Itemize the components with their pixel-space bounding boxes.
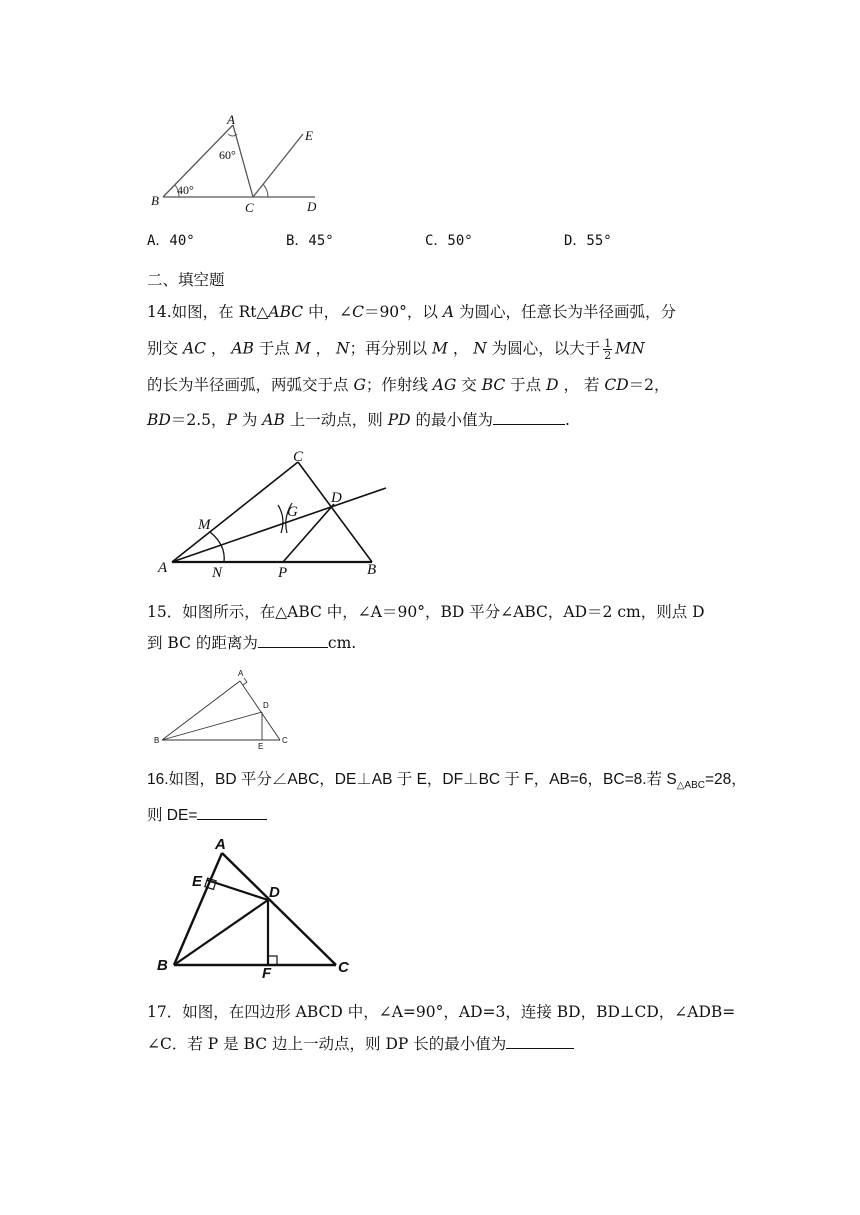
figure-bisector-distance bbox=[150, 665, 300, 750]
option-d[interactable]: D．55° bbox=[564, 233, 612, 249]
q14-line-3: 的长为半径画弧，两弧交于点 G；作射线 AG 交 BC 于点 D ， 若 CD＝2， bbox=[147, 376, 670, 394]
q14-line-4: BD＝2.5，P 为 AB 上一动点，则 PD 的最小值为 . bbox=[147, 411, 570, 429]
answer-blank-14[interactable] bbox=[493, 410, 565, 425]
label-N: N bbox=[212, 565, 223, 581]
figure-angle-bisector bbox=[150, 445, 395, 580]
label-B: B bbox=[367, 562, 377, 578]
label-B: B bbox=[154, 736, 160, 745]
label-C: C bbox=[282, 736, 288, 745]
label-D: D bbox=[263, 701, 269, 710]
label-E: E bbox=[192, 873, 203, 890]
q14-line-1: 14.如图，在 Rt△ABC 中，∠C＝90°，以 A 为圆心，任意长为半径画弧，分 bbox=[147, 303, 676, 321]
label-E: E bbox=[305, 128, 313, 143]
figure-angle-problem bbox=[145, 112, 335, 217]
q16-line-2: 则 DE= bbox=[147, 805, 267, 826]
fraction-one-half: $\frac{1}{2}$ bbox=[604, 337, 612, 362]
option-a[interactable]: A．40° bbox=[147, 233, 195, 249]
label-D: D bbox=[331, 490, 342, 506]
angle-a-label: 60° bbox=[219, 148, 236, 162]
section-title: 二、填空题 bbox=[147, 271, 225, 289]
q14-line-2: 别交 AC ， AB 于点 M ， N；再分别以 M ， N 为圆心，以大于 $\frac{1}{2}$ MN bbox=[147, 337, 645, 362]
answer-blank-17[interactable] bbox=[506, 1034, 574, 1049]
label-C: C bbox=[245, 200, 254, 215]
label-C: C bbox=[293, 449, 304, 465]
option-b[interactable]: B．45° bbox=[286, 233, 334, 249]
label-A: A bbox=[238, 669, 244, 678]
label-M: M bbox=[198, 517, 211, 533]
figure-perpendicular-distances bbox=[150, 830, 360, 980]
label-B: B bbox=[151, 193, 159, 208]
q15-line-2: 到 BC 的距离为 cm. bbox=[147, 634, 357, 652]
q15-line-1: 15．如图所示，在△ABC 中，∠A＝90°，BD 平分∠ABC，AD＝2 cm，则点 D bbox=[147, 603, 705, 621]
label-A: A bbox=[215, 836, 226, 853]
label-G: G bbox=[287, 504, 298, 520]
angle-b-label: 40° bbox=[177, 183, 194, 197]
label-D: D bbox=[307, 199, 317, 214]
label-A: A bbox=[227, 112, 235, 127]
label-D: D bbox=[269, 884, 280, 901]
option-c[interactable]: C．50° bbox=[425, 233, 473, 249]
label-P: P bbox=[278, 565, 288, 581]
label-F: F bbox=[262, 965, 272, 982]
q17-line-1: 17．如图，在四边形 ABCD 中，∠A=90°，AD=3，连接 BD，BD⊥CD，∠ADB= bbox=[147, 1003, 736, 1021]
q17-line-2: ∠C．若 P 是 BC 边上一动点，则 DP 长的最小值为 bbox=[147, 1034, 574, 1054]
label-C: C bbox=[338, 959, 349, 976]
label-B: B bbox=[157, 957, 168, 974]
answer-blank-15[interactable] bbox=[258, 633, 328, 648]
answer-blank-16[interactable] bbox=[197, 805, 267, 820]
label-A: A bbox=[158, 560, 168, 576]
q16-line-1: 16.如图，BD 平分∠ABC，DE⊥AB 于 E，DF⊥BC 于 F，AB=6，BC=8.若 $S_{\triangle ABC}=28$， bbox=[147, 771, 747, 792]
label-E: E bbox=[258, 742, 264, 751]
